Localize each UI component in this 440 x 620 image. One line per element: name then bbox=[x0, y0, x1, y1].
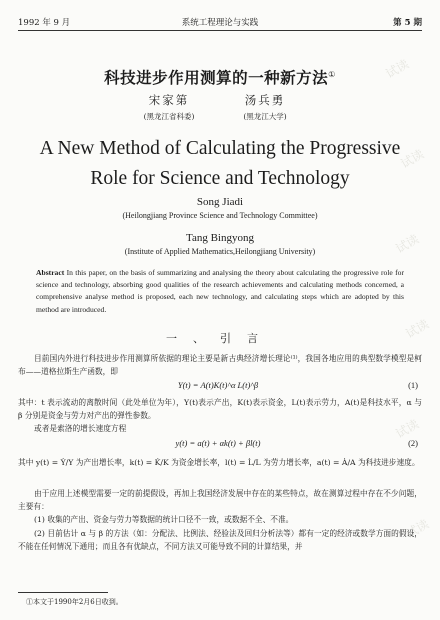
english-title-line: Role for Science and Technology bbox=[90, 168, 350, 189]
abstract-text: In this paper, on the basis of summarizing and analysing the theory about calculating the progressive role for science and technology, absorbing good qualities of the research achievements and calculating methods concerned, a comprehensive analyse method is proposed, each new technology, and calculating steps which are adopted by this method are introduced. bbox=[36, 268, 404, 314]
chinese-author-name: 宋家第 bbox=[148, 93, 190, 107]
equation-number: (1) bbox=[408, 380, 418, 390]
chinese-authors bbox=[0, 92, 440, 126]
english-title bbox=[0, 134, 440, 194]
header-journal: 系统工程理论与实践 bbox=[181, 18, 259, 28]
equation-number: (2) bbox=[408, 438, 418, 448]
body-paragraph: (2) 目前估计 α 与 β 的方法（如：分配法、比例法、经验法及回归分析法等）都有一定的经济或数学方面的假设，不能在任何情况下通用；而且各有优缺点，不同方法又可能导致不同的计算结果，并 bbox=[18, 529, 422, 551]
equation bbox=[18, 380, 418, 394]
chinese-title-text: 科技进步作用测算的一种新方法 bbox=[104, 68, 329, 87]
chinese-author bbox=[124, 92, 214, 122]
english-author-name: Tang Bingyong bbox=[186, 232, 254, 244]
equation-formula: y(t) = a(t) + αk(t) + βl(t) bbox=[175, 438, 261, 448]
chinese-author-affiliation: (黑龙江省科委) bbox=[143, 112, 195, 121]
body-paragraph: (1) 收集的产出、资金与劳力等数据的统计口径不一致，或数据不全、不准。 bbox=[34, 515, 294, 524]
english-title-line: A New Method of Calculating the Progressive bbox=[39, 138, 401, 159]
body-paragraph: 其中：t 表示流动的离散时间（此处单位为年），Y(t)表示产出，K(t)表示资金，L(t)表示劳力，A(t)是科技水平，α 与 β 分别是资金与劳力对产出的弹性参数。 bbox=[18, 398, 422, 420]
section-heading: 一、引言 bbox=[166, 332, 274, 345]
chinese-author-affiliation: (黑龙江大学) bbox=[243, 112, 287, 121]
body-paragraph: 由于应用上述模型需要一定的前提假设，再加上我国经济发展中存在的某些特点，故在测算过程中存在不少问题，主要有： bbox=[18, 489, 422, 511]
header-issue: 第 5 期 bbox=[393, 18, 422, 28]
watermark: 试读 bbox=[398, 146, 427, 171]
chinese-author bbox=[220, 92, 310, 122]
footnote-rule bbox=[18, 592, 108, 593]
running-header bbox=[18, 16, 422, 30]
watermark: 试读 bbox=[393, 416, 422, 441]
header-date: 1992 年 9 月 bbox=[18, 18, 71, 28]
header-rule bbox=[18, 30, 422, 31]
english-author bbox=[0, 232, 440, 256]
watermark: 试读 bbox=[403, 516, 432, 541]
equation-formula: Y(t) = A(t)K(t)^α L(t)^β bbox=[177, 380, 259, 390]
footnote: ①本文于1990年2月6日收到。 bbox=[26, 598, 123, 606]
abstract-label: Abstract bbox=[36, 268, 65, 277]
body-paragraph: 目前国内外进行科技进步作用测算所依据的理论主要是新古典经济增长理论⁽¹⁾，我国各地应用的典型数学模型是柯布——道格拉斯生产函数，即 bbox=[18, 354, 422, 376]
abstract bbox=[36, 267, 404, 316]
body-paragraph: 或者是索洛的增长速度方程 bbox=[34, 424, 127, 433]
body-paragraph: 其中 y(t) = Ẏ/Y 为产出增长率，k(t) = K̇/K 为资金增长率，l(t) = L̇/L 为劳力增长率，a(t) = Ȧ/A 为科技进步速度。 bbox=[18, 458, 420, 467]
chinese-title bbox=[0, 66, 440, 88]
chinese-author-name: 汤兵勇 bbox=[244, 93, 286, 107]
english-author-name: Song Jiadi bbox=[196, 196, 244, 208]
watermark: 试读 bbox=[383, 56, 412, 81]
equation bbox=[18, 438, 418, 452]
watermark: 试读 bbox=[393, 231, 422, 256]
watermark: 试读 bbox=[403, 316, 432, 341]
english-author-affiliation: (Heilongjiang Province Science and Technology Committee) bbox=[122, 211, 318, 220]
title-footnote-mark: ① bbox=[328, 69, 336, 79]
english-author-affiliation: (Institute of Applied Mathematics,Heilongjiang University) bbox=[124, 247, 316, 256]
english-author bbox=[0, 196, 440, 220]
